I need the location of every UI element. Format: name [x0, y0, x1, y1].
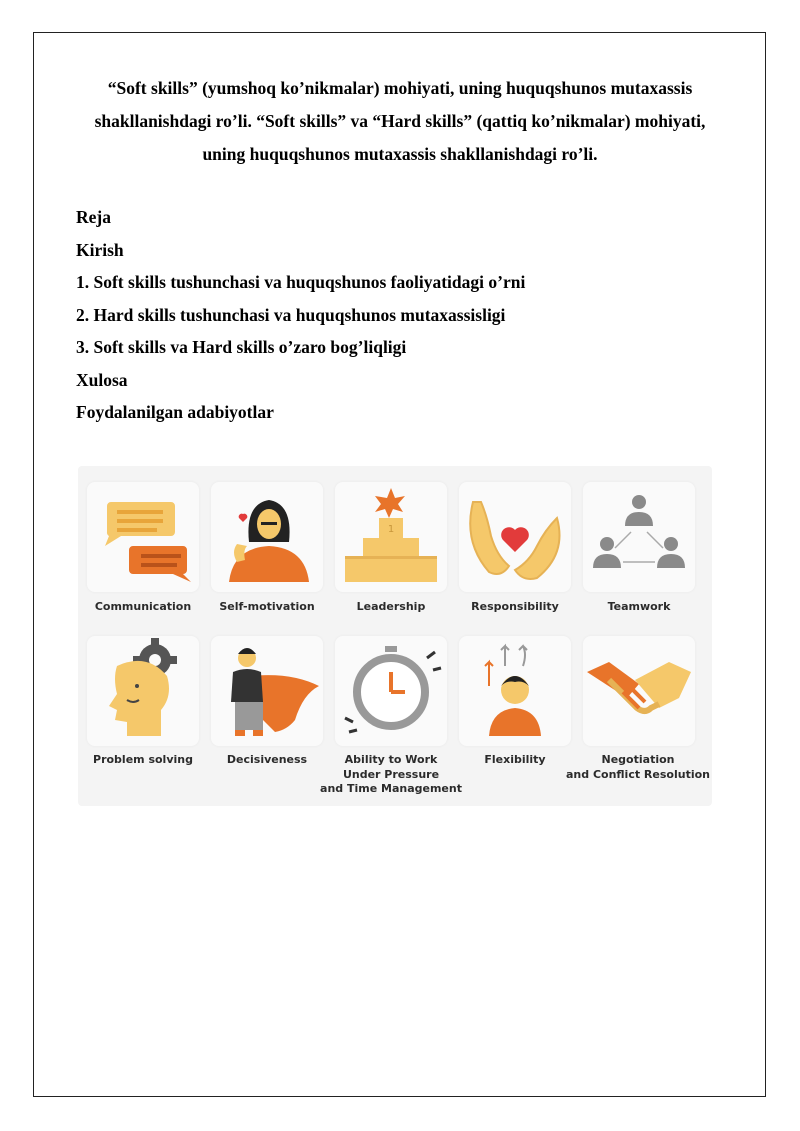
- label-self-motivation: Self-motivation: [219, 600, 315, 613]
- responsibility-card: [459, 482, 571, 592]
- svg-text:1: 1: [387, 524, 395, 535]
- hero-cape-icon: [211, 636, 323, 746]
- team-network-icon: [583, 482, 695, 592]
- podium-star-icon: [335, 482, 447, 592]
- title-line-1: “Soft skills” (yumshoq ko’nikmalar) mohiyati, uning huquqshunos mutaxassis: [107, 78, 693, 98]
- hands-heart-icon: [459, 482, 571, 592]
- teamwork-card: [583, 482, 695, 592]
- plan-heading: Reja: [76, 207, 111, 227]
- label-communication: Communication: [94, 600, 192, 613]
- label-time-management: [314, 753, 468, 797]
- plan-item-3: 3. Soft skills va Hard skills o’zaro bog’liqligi: [76, 337, 407, 357]
- communication-card: [87, 482, 199, 592]
- handshake-icon: [583, 636, 695, 746]
- label-time-management-line-1: Ability to Work: [344, 753, 438, 766]
- document-title: [60, 72, 740, 171]
- label-teamwork: Teamwork: [607, 600, 671, 613]
- label-problem-solving-line-1: Problem solving: [93, 753, 193, 766]
- label-decisiveness: [204, 753, 330, 768]
- label-time-management-line-2: Under Pressure: [342, 767, 440, 781]
- plan-item-intro: Kirish: [76, 239, 124, 260]
- label-negotiation-line-2: and Conflict Resolution: [565, 767, 710, 781]
- label-negotiation: [564, 753, 712, 782]
- head-gear-icon: [87, 636, 199, 746]
- plan-item-conclusion: Xulosa: [76, 369, 128, 390]
- label-problem-solving: [80, 753, 206, 768]
- speech-bubbles-icon: [87, 482, 199, 592]
- label-time-management-line-3: and Time Management: [320, 782, 462, 795]
- plan-section: [76, 201, 525, 429]
- stopwatch-icon: [335, 636, 447, 746]
- label-decisiveness-line-1: Decisiveness: [226, 753, 308, 766]
- person-arrows-icon: [459, 636, 571, 746]
- plan-item-2: 2. Hard skills tushunchasi va huquqshunos mutaxassisligi: [76, 304, 506, 325]
- label-negotiation-line-1: Negotiation: [601, 753, 675, 766]
- title-line-2: shakllanishdagi ro’li. “Soft skills” va “Hard skills” (qattiq ko’nikmalar) mohiyati,: [94, 111, 706, 131]
- soft-skills-infographic: [78, 466, 712, 806]
- leadership-card: [335, 482, 447, 592]
- woman-heart-icon: [211, 482, 323, 592]
- label-flexibility: [452, 753, 578, 768]
- label-responsibility: Responsibility: [471, 600, 559, 613]
- plan-item-1: 1. Soft skills tushunchasi va huquqshunos faoliyatidagi o’rni: [76, 272, 526, 292]
- label-flexibility-line-1: Flexibility: [484, 753, 546, 766]
- self-motivation-card: [211, 482, 323, 592]
- decisiveness-card: [211, 636, 323, 746]
- label-leadership: Leadership: [356, 600, 426, 613]
- problem-solving-card: [87, 636, 199, 746]
- negotiation-card: [583, 636, 695, 746]
- plan-item-references: Foydalanilgan adabiyotlar: [76, 402, 274, 422]
- flexibility-card: [459, 636, 571, 746]
- title-line-3: uning huquqshunos mutaxassis shakllanishdagi ro’li.: [202, 144, 598, 164]
- time-management-card: [335, 636, 447, 746]
